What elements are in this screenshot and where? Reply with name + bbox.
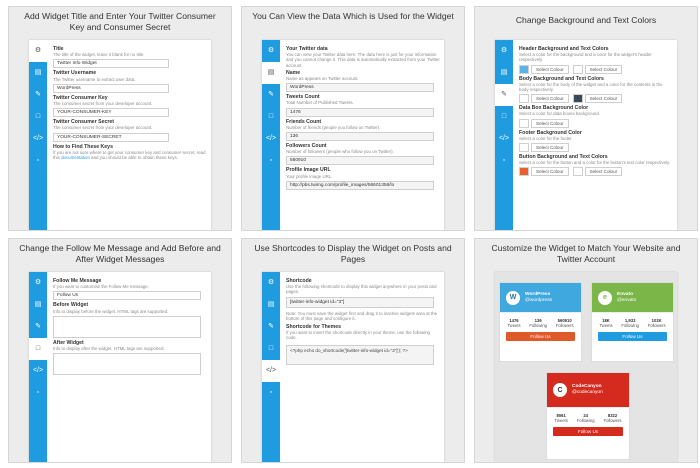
widget-stats bbox=[592, 312, 673, 332]
panel-follow-message bbox=[8, 238, 232, 463]
field-label: Button Background and Text Colors bbox=[519, 154, 608, 161]
widget-card-codecanyon bbox=[546, 372, 630, 460]
avatar: e bbox=[598, 291, 612, 305]
field-label: Data Box Background Color bbox=[519, 105, 589, 112]
button-text-swatch[interactable] bbox=[573, 167, 583, 176]
database-icon[interactable]: ▤ bbox=[34, 69, 42, 76]
account-handle: @wordpress bbox=[525, 297, 552, 303]
document-icon[interactable]: □ bbox=[268, 113, 274, 120]
before-widget-textarea[interactable] bbox=[53, 316, 201, 338]
field-desc: Info to display before the widget. HTML tags are supported. bbox=[53, 308, 169, 314]
panel-shortcodes bbox=[241, 238, 465, 463]
widget-card-wordpress bbox=[499, 282, 582, 362]
consumer-key-input[interactable]: YOUR-CONSUMER-KEY bbox=[53, 108, 169, 117]
body-bg-swatch[interactable] bbox=[519, 94, 529, 103]
field-label: Twitter Consumer Secret bbox=[53, 119, 115, 126]
settings-sidebar bbox=[495, 40, 513, 230]
stat-label: Tweets bbox=[507, 323, 521, 328]
field-label: After Widget bbox=[53, 339, 84, 346]
gear-icon[interactable]: ⚙ bbox=[267, 47, 275, 54]
field-desc: Select a color for the button and a color for the button's text color respectively. bbox=[519, 160, 671, 166]
settings-screenshot bbox=[29, 40, 211, 230]
select-colour-button[interactable]: Select Colour bbox=[585, 167, 623, 176]
stat-label: Tweets bbox=[554, 418, 568, 423]
panel-caption: Change the Follow Me Message and Add Before and After Widget Messages bbox=[19, 243, 221, 264]
field-label: How to Find These Keys bbox=[53, 143, 113, 150]
friends-readonly: 136 bbox=[286, 132, 434, 141]
stat-label: Followers bbox=[603, 418, 622, 423]
settings-content bbox=[286, 276, 440, 462]
select-colour-button[interactable]: Select Colour bbox=[585, 65, 623, 74]
panel-caption: Customize the Widget to Match Your Website and Twitter Account bbox=[491, 243, 681, 264]
panel-caption: Use Shortcodes to Display the Widget on Posts and Pages bbox=[254, 243, 452, 264]
settings-content bbox=[519, 44, 673, 230]
field-desc: Total Number of Published Tweets. bbox=[286, 100, 354, 106]
footer-color-row bbox=[519, 143, 673, 152]
data-bg-swatch[interactable] bbox=[519, 119, 529, 128]
header-bg-swatch[interactable] bbox=[519, 65, 529, 74]
panel-widget-title bbox=[8, 6, 232, 231]
stat-value: 8061 bbox=[556, 413, 566, 418]
follow-button[interactable]: Follow Us bbox=[506, 332, 575, 341]
field-desc: Your profile image URL. bbox=[286, 173, 333, 179]
body-color-row bbox=[519, 94, 673, 103]
field-desc bbox=[53, 150, 207, 160]
stat-value: 560910 bbox=[557, 318, 572, 323]
field-label: Shortcode for Themes bbox=[286, 324, 342, 331]
code-icon[interactable]: </> bbox=[32, 135, 44, 142]
gear-icon[interactable]: ⚙ bbox=[267, 279, 275, 286]
document-icon[interactable]: □ bbox=[268, 345, 274, 352]
stat-label: Followers bbox=[647, 323, 666, 328]
settings-screenshot bbox=[495, 40, 677, 230]
field-label: Before Widget bbox=[53, 302, 89, 309]
message-icon[interactable]: ▫ bbox=[502, 157, 506, 164]
panel-customize bbox=[474, 238, 698, 463]
field-label: Tweets Count bbox=[286, 94, 320, 101]
brush-icon[interactable]: ✎ bbox=[35, 323, 41, 330]
field-desc: If you want to customise the Follow Me message. bbox=[53, 284, 149, 290]
field-desc: The Twitter username to extract user data. bbox=[53, 76, 136, 82]
widget-header bbox=[547, 373, 629, 407]
field-label: Your Twitter data bbox=[286, 46, 328, 52]
field-desc: Select a color for the background and a color for the widget's header respectively. bbox=[519, 52, 652, 63]
find-desc-1: If you are not sure where to get your consumer key and consumer secret, read this bbox=[53, 149, 206, 161]
header-text-swatch[interactable] bbox=[573, 65, 583, 74]
field-desc: Number of followers (people who follow you on Twitter). bbox=[286, 149, 394, 155]
message-icon[interactable]: ▫ bbox=[269, 157, 273, 164]
stat-value: 1476 bbox=[509, 318, 519, 323]
follow-button[interactable]: Follow Us bbox=[598, 332, 667, 341]
code-icon[interactable]: </> bbox=[262, 360, 280, 382]
select-colour-button[interactable]: Select Colour bbox=[531, 94, 569, 103]
settings-screenshot bbox=[29, 272, 211, 462]
panel-caption: Change Background and Text Colors bbox=[515, 15, 657, 25]
document-icon[interactable]: □ bbox=[29, 338, 47, 360]
settings-screenshot bbox=[262, 272, 444, 462]
panel-twitter-data bbox=[241, 6, 465, 231]
field-label: Shortcode bbox=[286, 278, 312, 284]
field-desc: Info to display after the widget. HTML tags are supported. bbox=[53, 346, 165, 352]
field-label: Name bbox=[286, 69, 301, 76]
select-colour-button[interactable]: Select Colour bbox=[531, 65, 569, 74]
account-handle: @envato bbox=[617, 297, 637, 303]
stat-value: 8322 bbox=[607, 413, 618, 418]
database-icon[interactable]: ▤ bbox=[267, 301, 275, 308]
stat-label: Tweets bbox=[599, 323, 613, 328]
field-label: Twitter Consumer Key bbox=[53, 94, 108, 101]
field-desc: You can view your Twitter data here. The data here is just for your information and you cannot change it. This data is automatically extracted from your Twitter account. bbox=[286, 52, 440, 68]
field-desc: Name as appears on Twitter account. bbox=[286, 76, 359, 82]
message-icon[interactable]: ▫ bbox=[269, 389, 273, 396]
stat-label: Following bbox=[621, 323, 640, 328]
settings-content bbox=[53, 44, 207, 230]
field-label: Profile Image URL bbox=[286, 167, 331, 174]
account-handle: @codecanyon bbox=[572, 390, 603, 395]
field-label: Title bbox=[53, 46, 64, 52]
documentation-link[interactable]: documentation bbox=[61, 155, 90, 161]
shortcode-note: Note: You must save the widget first and drag it to inactive widgets area at the bottom of this page and configure it. bbox=[286, 310, 438, 321]
settings-content bbox=[53, 276, 207, 462]
field-label: Followers Count bbox=[286, 143, 327, 150]
widget-card-envato bbox=[591, 282, 674, 362]
button-color-row bbox=[519, 167, 673, 176]
field-desc: If you want to insert the shortcode directly in your theme, use the following code. bbox=[286, 330, 430, 341]
gear-icon[interactable]: ⚙ bbox=[500, 47, 508, 54]
panel-colors bbox=[474, 6, 698, 231]
account-name: Envato bbox=[617, 291, 633, 297]
follow-message-input[interactable]: Follow Us bbox=[53, 291, 201, 300]
field-desc: Select a color for the footer. bbox=[519, 135, 573, 141]
widget-header bbox=[500, 283, 581, 312]
title-input[interactable]: Twitter Info Widget bbox=[53, 59, 169, 68]
body-text-swatch[interactable] bbox=[573, 94, 583, 103]
field-desc: The consumer secret from your developer account. bbox=[53, 101, 153, 107]
field-label: Header Background and Text Colors bbox=[519, 46, 609, 52]
brush-icon[interactable]: ✎ bbox=[268, 323, 274, 330]
database-icon[interactable]: ▤ bbox=[500, 69, 508, 76]
settings-sidebar bbox=[262, 40, 280, 230]
document-icon[interactable]: □ bbox=[501, 113, 507, 120]
select-colour-button[interactable]: Select Colour bbox=[585, 94, 623, 103]
brush-icon[interactable]: ✎ bbox=[268, 91, 274, 98]
field-desc: Select a color for the body of the widget and a color for the contents in the body respectively. bbox=[519, 81, 663, 93]
document-icon[interactable]: □ bbox=[35, 113, 41, 120]
avatar: W bbox=[506, 291, 520, 305]
image-url-readonly: http://pbs.twimg.com/profile_images/56601358/lo bbox=[286, 181, 434, 190]
follow-button[interactable]: Follow Us bbox=[553, 427, 623, 436]
select-colour-button[interactable]: Select Colour bbox=[531, 167, 569, 176]
stat-value: 18K bbox=[602, 318, 610, 323]
brush-icon[interactable]: ✎ bbox=[35, 91, 41, 98]
followers-readonly: 560910 bbox=[286, 156, 434, 165]
theme-code-textarea[interactable]: <?php echo do_shortcode('[twitter-info-widget id="3"]'); ?> bbox=[286, 345, 434, 365]
stat-value: 1,933 bbox=[624, 318, 636, 323]
gear-icon[interactable]: ⚙ bbox=[29, 40, 47, 62]
stat-label: Following bbox=[576, 418, 595, 423]
username-input[interactable]: WordPress bbox=[53, 84, 169, 93]
settings-sidebar bbox=[262, 272, 280, 462]
panel-caption: Add Widget Title and Enter Your Twitter Consumer Key and Consumer Secret bbox=[24, 11, 216, 32]
settings-sidebar bbox=[29, 272, 47, 462]
stat-label: Followers bbox=[555, 323, 574, 328]
header-color-row bbox=[519, 65, 673, 74]
field-desc: Use the following shortcode to display this widget anywhere in your posts and pages. bbox=[286, 284, 437, 295]
code-icon[interactable]: </> bbox=[32, 367, 44, 374]
field-label: Footer Background Color bbox=[519, 129, 582, 136]
message-icon[interactable]: ▫ bbox=[36, 157, 40, 164]
consumer-secret-input[interactable]: YOUR-CONSUMER-SECRET bbox=[53, 133, 169, 142]
panel-caption: You Can View the Data Which is Used for the Widget bbox=[252, 11, 454, 21]
settings-content bbox=[286, 44, 440, 230]
widget-stats bbox=[500, 312, 581, 332]
name-readonly: WordPress bbox=[286, 83, 434, 92]
database-icon[interactable]: ▤ bbox=[262, 62, 280, 84]
field-label: Body Background and Text Colors bbox=[519, 75, 604, 82]
brush-icon[interactable]: ✎ bbox=[495, 84, 513, 106]
avatar: C bbox=[553, 383, 567, 397]
after-widget-textarea[interactable] bbox=[53, 353, 201, 375]
account-name: CodeCanyon bbox=[572, 384, 602, 389]
data-color-row bbox=[519, 119, 673, 128]
database-icon[interactable]: ▤ bbox=[34, 301, 42, 308]
select-colour-button[interactable]: Select Colour bbox=[531, 143, 569, 152]
settings-sidebar bbox=[29, 40, 47, 230]
field-label: Friends Count bbox=[286, 118, 322, 125]
stat-value: 24 bbox=[583, 413, 589, 418]
widget-preview-area bbox=[495, 272, 677, 462]
field-desc: Select a color for data boxes background. bbox=[519, 111, 601, 117]
field-label: Follow Me Message bbox=[53, 278, 102, 284]
settings-screenshot bbox=[262, 40, 444, 230]
stat-value: 136 bbox=[534, 318, 542, 323]
gear-icon[interactable]: ⚙ bbox=[34, 279, 42, 286]
widget-header bbox=[592, 283, 673, 312]
field-desc: Number of friends (people you follow on Twitter). bbox=[286, 124, 381, 130]
shortcode-readonly[interactable]: [twitter-info-widget id="3"] bbox=[286, 297, 434, 308]
stat-value: 102K bbox=[651, 318, 662, 323]
button-bg-swatch[interactable] bbox=[519, 167, 529, 176]
field-desc: The title of the widget, leave it blank for no title. bbox=[53, 52, 145, 58]
account-name: WordPress bbox=[525, 291, 551, 297]
message-icon[interactable]: ▫ bbox=[36, 389, 40, 396]
widget-stats bbox=[547, 407, 629, 427]
select-colour-button[interactable]: Select Colour bbox=[531, 119, 569, 128]
footer-bg-swatch[interactable] bbox=[519, 143, 529, 152]
stat-label: Following bbox=[529, 323, 548, 328]
field-desc: The consumer secret from your developer account. bbox=[53, 125, 153, 131]
find-desc-2: and you should be able to obtain these keys. bbox=[91, 155, 179, 161]
code-icon[interactable]: </> bbox=[498, 135, 510, 142]
code-icon[interactable]: </> bbox=[265, 135, 277, 142]
field-label: Twitter Username bbox=[53, 70, 97, 77]
tweets-readonly: 1476 bbox=[286, 108, 434, 117]
